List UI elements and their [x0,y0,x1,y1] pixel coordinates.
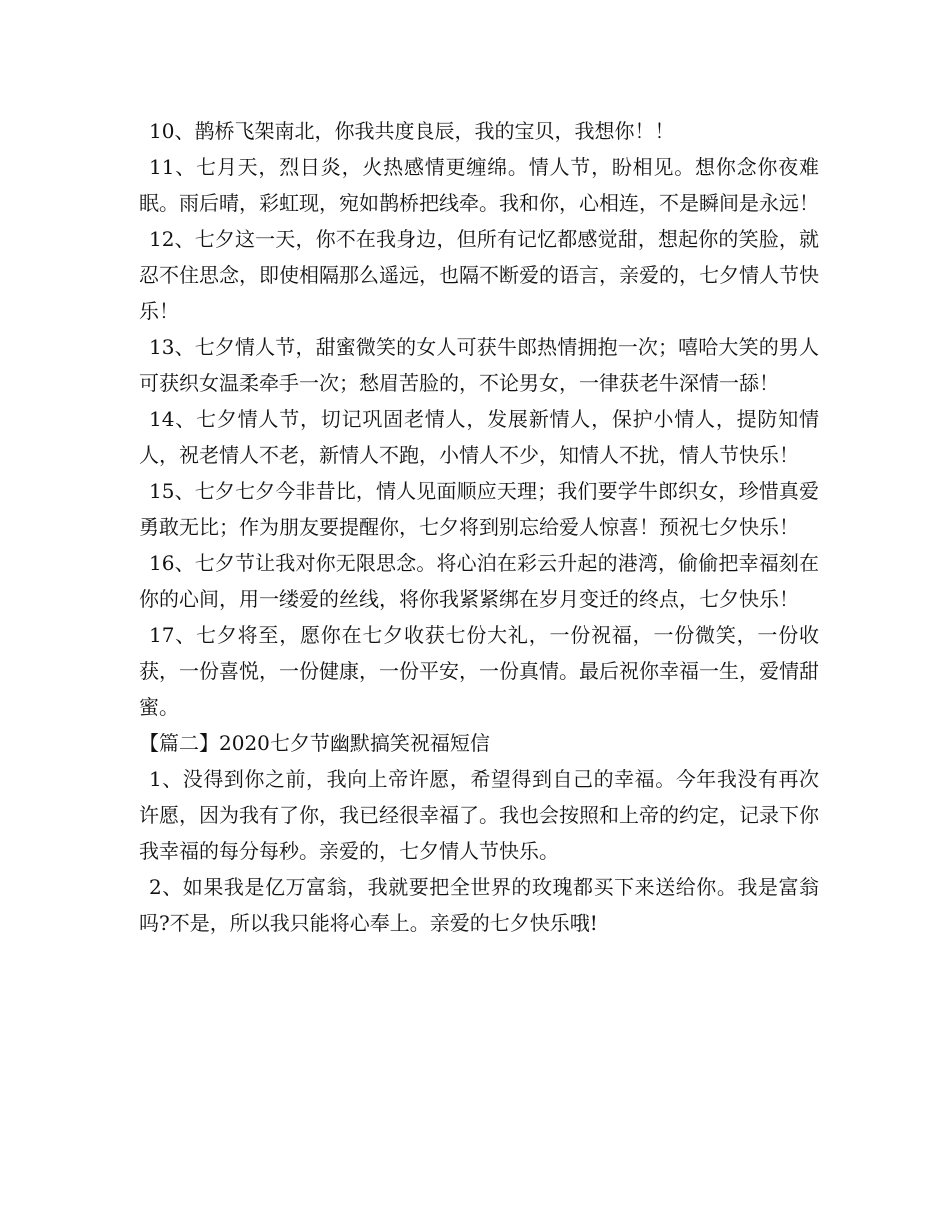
section-paragraph-2: 2、如果我是亿万富翁，我就要把全世界的玫瑰都买下来送给你。我是富翁吗?不是，所以我只能将心奉上。亲爱的七夕快乐哦! [139,875,819,935]
paragraph-17: 17、七夕将至，愿你在七夕收获七份大礼，一份祝福，一份微笑，一份收获，一份喜悦，一份健康，一份平安，一份真情。最后祝你幸福一生，爱情甜蜜。 [139,623,819,719]
document-body [139,113,819,941]
paragraph-16: 16、七夕节让我对你无限思念。将心泊在彩云升起的港湾，偷偷把幸福刻在你的心间，用一缕爱的丝线，将你我紧紧绑在岁月变迁的终点，七夕快乐！ [139,551,819,611]
paragraph-11: 11、七月天，烈日炎，火热感情更缠绵。情人节，盼相见。想你念你夜难眠。雨后晴，彩虹现，宛如鹊桥把线牵。我和你，心相连，不是瞬间是永远！ [139,155,819,215]
paragraph-14: 14、七夕情人节，切记巩固老情人，发展新情人，保护小情人，提防知情人，祝老情人不老，新情人不跑，小情人不少，知情人不扰，情人节快乐！ [139,407,819,467]
paragraph-12: 12、七夕这一天，你不在我身边，但所有记忆都感觉甜，想起你的笑脸，就忍不住思念，即使相隔那么遥远，也隔不断爱的语言，亲爱的，七夕情人节快乐！ [139,227,819,323]
section-paragraph-1: 1、没得到你之前，我向上帝许愿，希望得到自己的幸福。今年我没有再次许愿，因为我有了你，我已经很幸福了。我也会按照和上帝的约定，记录下你我幸福的每分每秒。亲爱的，七夕情人节快乐。 [139,767,819,863]
paragraph-13: 13、七夕情人节，甜蜜微笑的女人可获牛郎热情拥抱一次；嘻哈大笑的男人可获织女温柔牵手一次；愁眉苦脸的，不论男女，一律获老牛深情一舔！ [139,335,819,395]
section-heading: 【篇二】2020七夕节幽默搞笑祝福短信 [139,731,490,755]
paragraph-15: 15、七夕七夕今非昔比，情人见面顺应天理；我们要学牛郎织女，珍惜真爱勇敢无比；作为朋友要提醒你，七夕将到别忘给爱人惊喜！预祝七夕快乐！ [139,479,819,539]
paragraph-10: 10、鹊桥飞架南北，你我共度良辰，我的宝贝，我想你！！ [149,119,675,143]
